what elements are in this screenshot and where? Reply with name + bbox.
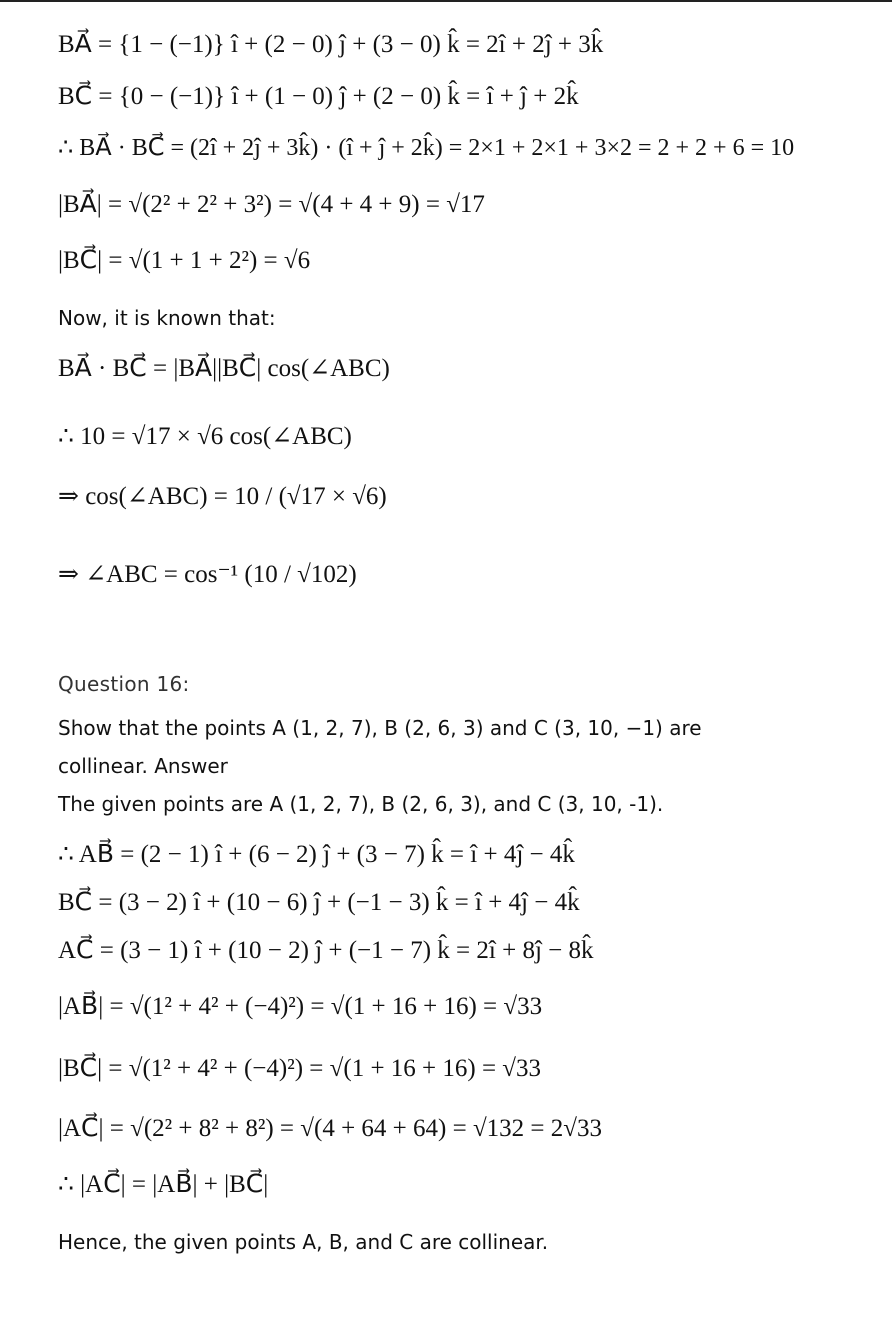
- eq-angle-result: ⇒ ∠ABC = cos⁻¹ (10 / √102): [58, 561, 357, 588]
- eq-ab-vector: ∴ AB⃗ = (2 − 1) î + (6 − 2) ĵ + (3 − 7) k̂ = î + 4ĵ − 4k̂: [58, 841, 575, 868]
- eq-ac-vector: AC⃗ = (3 − 1) î + (10 − 2) ĵ + (−1 − 7) k̂ = 2î + 8ĵ − 8k̂: [58, 937, 594, 964]
- eq-dot-product: ∴ BA⃗ · BC⃗ = (2î + 2ĵ + 3k̂) · (î + ĵ + 2k̂) = 2×1 + 2×1 + 3×2 = 2 + 2 + 6 = 10: [58, 135, 795, 161]
- text-conclusion: Hence, the given points A, B, and C are collinear.: [58, 1230, 549, 1254]
- question-heading: Question 16:: [58, 672, 190, 696]
- eq-dot-cos-formula: BA⃗ · BC⃗ = |BA⃗||BC⃗| cos(∠ABC): [58, 355, 390, 382]
- eq-bc-vector: BC⃗ = {0 − (−1)} î + (1 − 0) ĵ + (2 − 0) k̂ = î + ĵ + 2k̂: [58, 83, 579, 110]
- question-statement-line1: Show that the points A (1, 2, 7), B (2, 6, 3) and C (3, 10, −1) are: [58, 716, 702, 740]
- eq-bc-vector-q16: BC⃗ = (3 − 2) î + (10 − 6) ĵ + (−1 − 3) k̂ = î + 4ĵ − 4k̂: [58, 889, 580, 916]
- eq-substitute: ∴ 10 = √17 × √6 cos(∠ABC): [58, 423, 352, 450]
- eq-cos-value: ⇒ cos(∠ABC) = 10 / (√17 × √6): [58, 483, 387, 510]
- eq-bc-magnitude-q16: |BC⃗| = √(1² + 4² + (−4)²) = √(1 + 16 + 16) = √33: [58, 1055, 542, 1082]
- eq-ba-magnitude: |BA⃗| = √(2² + 2² + 3²) = √(4 + 4 + 9) = √17: [58, 191, 485, 218]
- question-statement-line2: collinear. Answer: [58, 754, 228, 778]
- text-given-points: The given points are A (1, 2, 7), B (2, 6, 3), and C (3, 10, -1).: [58, 792, 664, 816]
- top-rule: [0, 0, 892, 2]
- eq-collinear-relation: ∴ |AC⃗| = |AB⃗| + |BC⃗|: [58, 1171, 269, 1198]
- eq-ac-magnitude: |AC⃗| = √(2² + 8² + 8²) = √(4 + 64 + 64) = √132 = 2√33: [58, 1115, 602, 1142]
- eq-bc-magnitude: |BC⃗| = √(1 + 1 + 2²) = √6: [58, 247, 311, 274]
- eq-ba-vector: BA⃗ = {1 − (−1)} î + (2 − 0) ĵ + (3 − 0) k̂ = 2î + 2ĵ + 3k̂: [58, 31, 604, 58]
- text-known: Now, it is known that:: [58, 306, 276, 330]
- eq-ab-magnitude: |AB⃗| = √(1² + 4² + (−4)²) = √(1 + 16 + 16) = √33: [58, 993, 543, 1020]
